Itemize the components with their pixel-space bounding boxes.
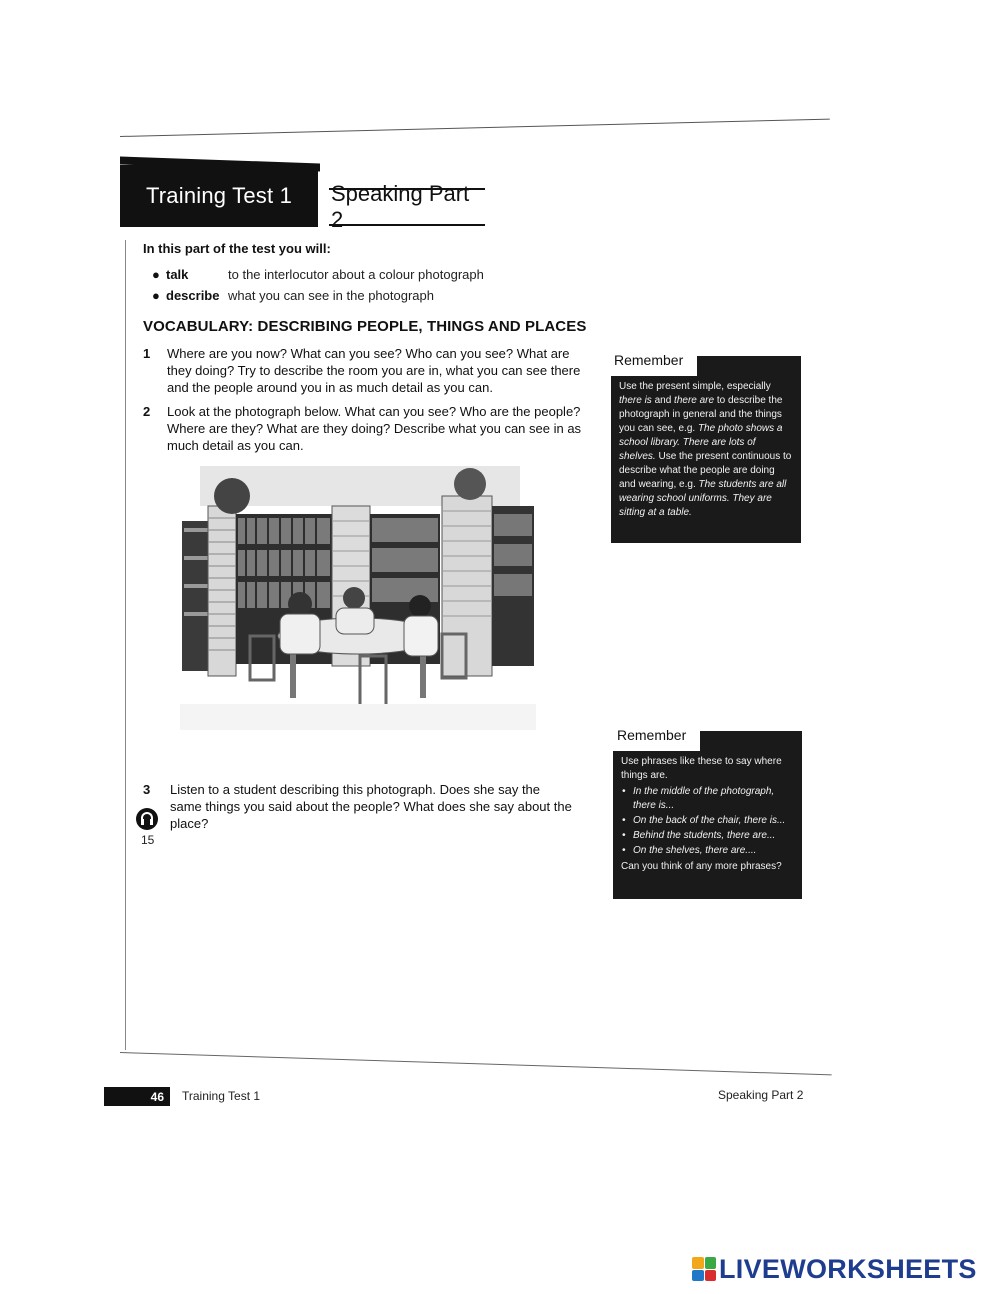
header-test-label: Training Test 1: [120, 165, 318, 227]
intro-bullets: [152, 264, 484, 306]
question-2: [143, 403, 583, 454]
phrase-list: [621, 785, 794, 858]
question-number: 2: [143, 404, 151, 419]
page-frame-top-line: [120, 119, 830, 137]
remember-tab: [700, 731, 802, 751]
bullet-icon: ●: [152, 288, 160, 303]
library-photograph: [180, 466, 536, 730]
audio-track-number: 15: [141, 833, 155, 847]
page-number: 46: [104, 1087, 170, 1106]
remember-text: Use the present simple, especially: [619, 381, 771, 392]
remember-title: Remember: [617, 727, 687, 743]
remember-title: Remember: [614, 352, 684, 368]
liveworksheets-brand[interactable]: [692, 1254, 977, 1284]
remember-tab: [697, 356, 801, 376]
intro-lead: In this part of the test you will:: [143, 241, 331, 256]
intro-bullet: [152, 285, 484, 306]
brand-name: LIVEWORKSHEETS: [719, 1253, 977, 1284]
remember-box-phrases: [613, 751, 802, 899]
phrase-item: • In the middle of the photograph, there is...: [631, 785, 794, 813]
question-number: 1: [143, 346, 151, 361]
question-number: 3: [143, 782, 151, 797]
footer-right-label: Speaking Part 2: [718, 1088, 804, 1102]
bullet-description: what you can see in the photograph: [228, 288, 434, 303]
remember-example: The students are all wearing school uniforms. They are sitting at a table.: [619, 479, 787, 518]
remember-text: and: [651, 395, 675, 406]
footer-left-label: Training Test 1: [182, 1089, 261, 1103]
question-1: [143, 345, 583, 396]
question-text: Listen to a student describing this photograph. Does she say the same things you said about the people? What does she say about the place?: [170, 782, 572, 831]
remember-box-tenses: [611, 376, 801, 543]
remember-example: there are: [674, 395, 715, 406]
phrase-item: • Behind the students, there are...: [631, 829, 794, 843]
question-3: [143, 781, 573, 832]
remember-lead: Use phrases like these to say where things are.: [621, 756, 782, 781]
question-text: Where are you now? What can you see? Who can you see? What are they doing? Try to describe the room you are in, what you can see there and the people around you in as much detail as you can.: [167, 346, 581, 395]
remember-closing: Can you think of any more phrases?: [621, 861, 782, 872]
remember-text: Use the present continuous to describe what the people are doing and wearing, e.g.: [619, 451, 792, 490]
bullet-keyword: describe: [166, 288, 220, 303]
remember-example: The photo shows a school library. There are lots of shelves.: [619, 423, 783, 462]
header-part-label: Speaking Part 2: [329, 188, 485, 226]
phrase-item: • On the back of the chair, there is...: [631, 814, 794, 828]
remember-example: there is: [619, 395, 652, 406]
headphones-icon[interactable]: [136, 808, 158, 830]
remember-text: to describe the photograph in general and the things you can see, e.g.: [619, 395, 783, 434]
question-text: Look at the photograph below. What can you see? Who are the people? Where are they? What are they doing? Describe what you can see in as much detail as you can.: [167, 404, 582, 453]
intro-bullet: [152, 264, 484, 285]
bullet-icon: ●: [152, 267, 160, 282]
vocabulary-heading: VOCABULARY: DESCRIBING PEOPLE, THINGS AND PLACES: [143, 318, 587, 335]
page-frame-left-line: [125, 240, 126, 1050]
liveworksheets-logo-icon: [692, 1257, 716, 1281]
bullet-description: to the interlocutor about a colour photograph: [228, 267, 484, 282]
phrase-item: • On the shelves, there are....: [631, 844, 794, 858]
bullet-keyword: talk: [166, 267, 189, 282]
page-frame-bottom-line: [120, 1052, 832, 1075]
